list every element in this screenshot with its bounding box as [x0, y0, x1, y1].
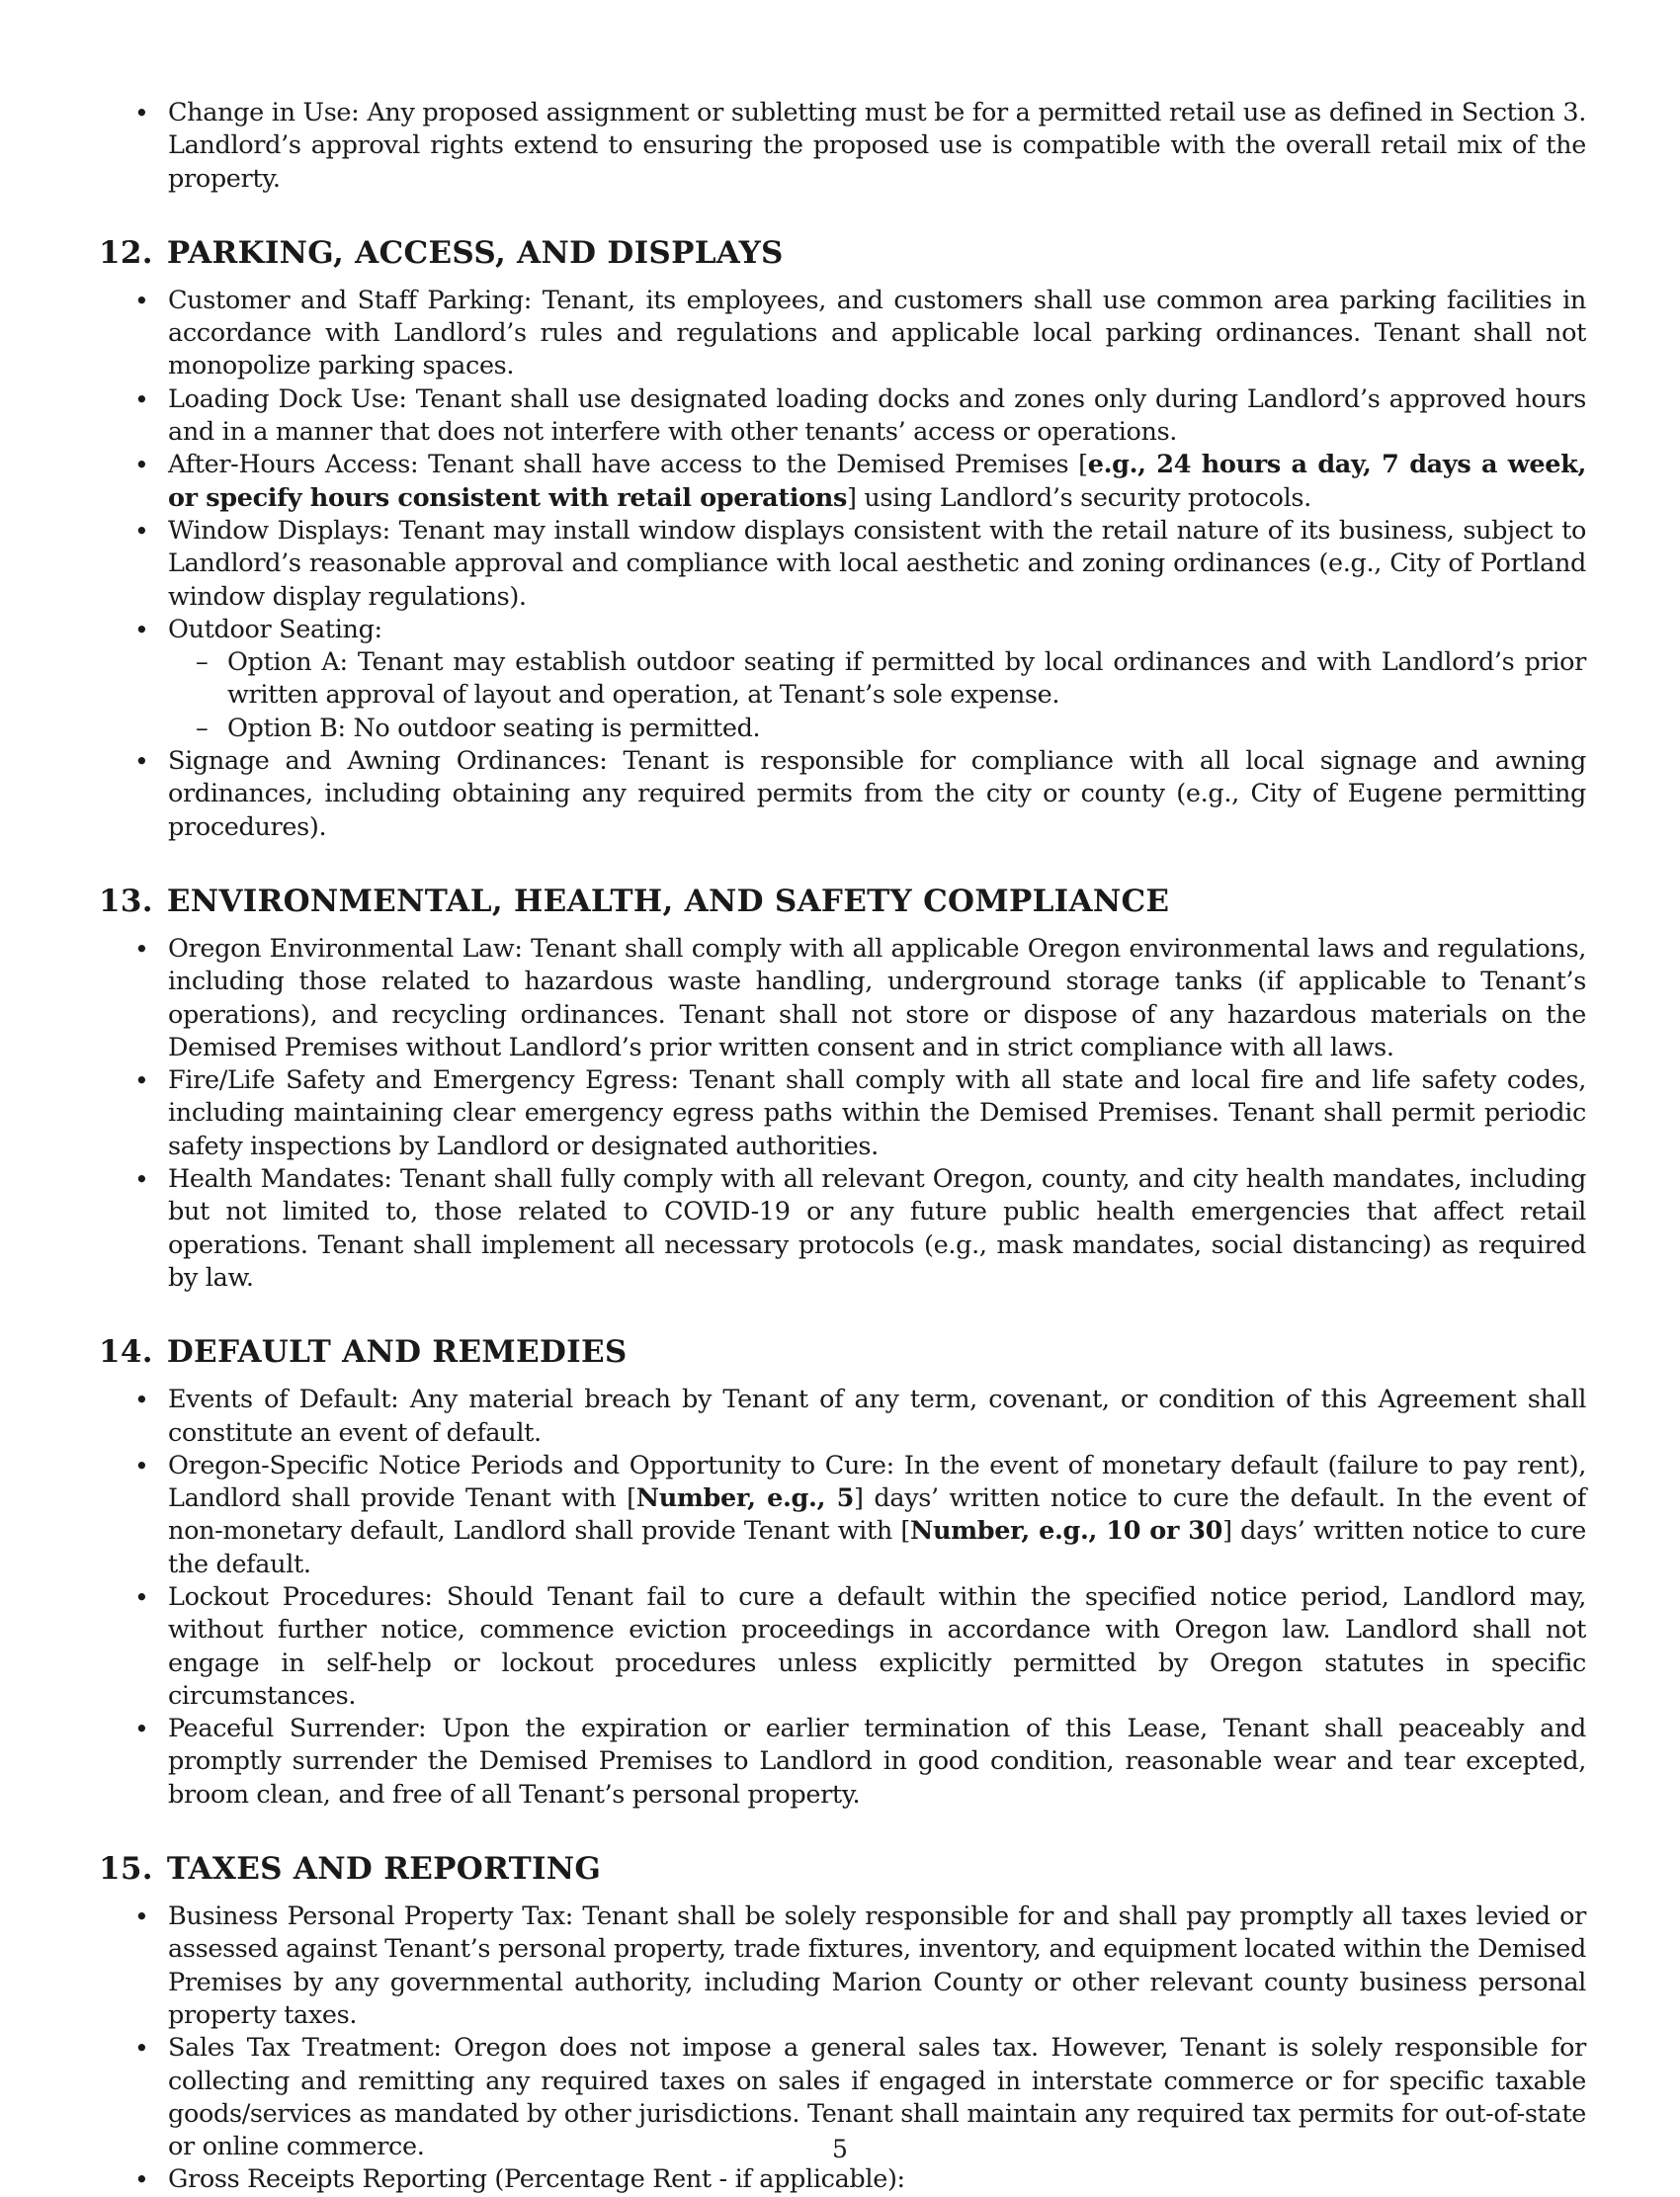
list-item [99, 1064, 1586, 1163]
list-item [99, 1581, 1586, 1713]
item-text: Tenant, its employees, and customers shall use common area parking facilities in accordance with Landlord’s rules and regulations and applicable local parking ordinances. Tenant shall not monopolize parking spaces. [168, 285, 1586, 381]
section-number: 13. [99, 883, 153, 919]
document-page [99, 97, 1586, 2197]
item-text: Tenant shall use designated loading docks and zones only during Landlord’s approved hours and in a manner that does not interfere with other tenants’ access or operations. [168, 383, 1586, 448]
option-item: – Option B: No outdoor seating is permitted. [168, 713, 1586, 745]
list-item [99, 2163, 1586, 2196]
item-label: Business Personal Property Tax: [168, 1901, 574, 1932]
item-text: In the event of monetary default (failure to pay rent), Landlord shall provide Tenant with [ [168, 1450, 1586, 1514]
item-label: After-Hours Access: [168, 450, 419, 480]
list-item [99, 383, 1586, 450]
item-label: Customer and Staff Parking: [168, 285, 532, 315]
item-text: Oregon does not impose a general sales tax. However, Tenant is solely responsible for collecting and remitting any required taxes on sales if engaged in interstate commerce or for specific taxable goods/services as mandated by other jurisdictions. Tenant shall maintain any required tax permits for out-of-state or online commerce. [168, 2033, 1586, 2162]
placeholder-text: Number, e.g., 5 [635, 1483, 855, 1514]
placeholder-text: Number, e.g., 10 or 30 [910, 1516, 1223, 1547]
page-number: 5 [832, 2135, 848, 2163]
section-number: 15. [99, 1851, 153, 1888]
item-text: Tenant shall have access to the Demised Premises [ [428, 450, 1088, 480]
section-title: ENVIRONMENTAL, HEALTH, AND SAFETY COMPLIANCE [166, 883, 1170, 919]
item-label: Signage and Awning Ordinances: [168, 746, 608, 777]
item-text: Tenant shall comply with all state and local fire and life safety codes, including maintaining clear emergency egress paths within the Demised Premises. Tenant shall permit periodic safety inspections by Landlord or designated authorities. [168, 1065, 1586, 1161]
list-item [99, 515, 1586, 614]
list-item [99, 745, 1586, 844]
item-label: Sales Tax Treatment: [168, 2033, 442, 2064]
item-text: Tenant is responsible for compliance with all local signage and awning ordinances, including obtaining any required permits from the city or county (e.g., City of Eugene permitting procedures). [168, 746, 1586, 842]
list-item [99, 1163, 1586, 1295]
list-item [99, 1450, 1586, 1581]
item-label: Loading Dock Use: [168, 383, 407, 414]
section-12-list [99, 285, 1586, 844]
item-label: Fire/Life Safety and Emergency Egress: [168, 1065, 679, 1096]
item-text: ] days’ written notice to cure the default. [168, 1516, 1586, 1579]
item-text: Tenant may install window displays consistent with the retail nature of its business, subject to Landlord’s reasonable approval and compliance with local aesthetic and zoning ordinances (e.g., City of Portland window display regulations). [168, 515, 1586, 612]
list-item [99, 933, 1586, 1064]
list-item [99, 449, 1586, 515]
item-label: Health Mandates: [168, 1164, 392, 1195]
item-label: Change in Use: [168, 98, 360, 127]
option-item: – Option A: Tenant may establish outdoor seating if permitted by local ordinances and with Landlord’s prior written approval of layout and operation, at Tenant’s sole expense. [168, 646, 1586, 713]
intro-list [99, 97, 1586, 196]
item-label: Peaceful Surrender: [168, 1714, 427, 1744]
section-14-list [99, 1384, 1586, 1812]
option-list [168, 646, 1586, 745]
item-text: Any proposed assignment or subletting must be for a permitted retail use as defined in Section 3. Landlord’s approval rights extend to ensuring the proposed use is compatible with the overall retail mix of the property. [168, 98, 1586, 194]
item-text: Tenant shall be solely responsible for and shall pay promptly all taxes levied or assessed against Tenant’s personal property, trade fixtures, inventory, and equipment located within the Demised Premises by any governmental authority, including Marion County or other relevant county business personal property taxes. [168, 1901, 1586, 2030]
item-label: Events of Default: [168, 1385, 399, 1415]
placeholder-text: e.g., 24 hours a day, 7 days a week, or specify hours consistent with retail operations [168, 450, 1586, 513]
section-13-list [99, 933, 1586, 1295]
item-text: Upon the expiration or earlier termination of this Lease, Tenant shall peaceably and promptly surrender the Demised Premises to Landlord in good condition, reasonable wear and tear excepted, broom clean, and free of all Tenant’s personal property. [168, 1714, 1586, 1810]
list-item [99, 1713, 1586, 1812]
section-heading-12 [99, 233, 1586, 273]
item-text: ] using Landlord’s security protocols. [846, 482, 1311, 513]
item-label: Lockout Procedures: [168, 1581, 433, 1612]
item-text: Should Tenant fail to cure a default within the specified notice period, Landlord may, without further notice, commence eviction proceedings in accordance with Oregon law. Landlord shall not engage in self-help or lockout procedures unless explicitly permitted by Oregon statutes in specific circumstances. [168, 1581, 1586, 1711]
section-heading-13 [99, 882, 1586, 921]
list-item [99, 285, 1586, 383]
section-heading-15 [99, 1849, 1586, 1889]
section-title: PARKING, ACCESS, AND DISPLAYS [166, 234, 784, 271]
list-item [99, 97, 1586, 196]
item-text: Any material breach by Tenant of any term, covenant, or condition of this Agreement shall constitute an event of default. [168, 1385, 1586, 1448]
section-title: TAXES AND REPORTING [166, 1851, 602, 1888]
section-number: 14. [99, 1334, 153, 1371]
item-text: ] days’ written notice to cure the default. In the event of non-monetary default, Landlord shall provide Tenant with [ [168, 1483, 1586, 1547]
list-item [99, 1384, 1586, 1450]
list-item [99, 1901, 1586, 2032]
item-text: Tenant shall fully comply with all relevant Oregon, county, and city health mandates, including but not limited to, those related to COVID-19 or any future public health emergencies that affect retail operations. Tenant shall implement all necessary protocols (e.g., mask mandates, social distancing) as required by law. [168, 1164, 1586, 1293]
section-title: DEFAULT AND REMEDIES [166, 1334, 628, 1371]
item-label: Oregon Environmental Law: [168, 933, 523, 964]
section-number: 12. [99, 234, 153, 271]
section-heading-14 [99, 1332, 1586, 1372]
item-label: Window Displays: [168, 515, 390, 546]
item-text: Tenant shall comply with all applicable Oregon environmental laws and regulations, including those related to hazardous waste handling, underground storage tanks (if applicable to Tenant’s operations), and recycling ordinances. Tenant shall not store or dispose of any hazardous materials on the Demised Premises without Landlord’s prior written consent and in strict compliance with all laws. [168, 933, 1586, 1062]
item-label: Outdoor Seating: [168, 614, 382, 644]
item-label: Gross Receipts Reporting (Percentage Rent - if applicable): [168, 2164, 905, 2195]
list-item [99, 614, 1586, 745]
item-label: Oregon-Specific Notice Periods and Opportunity to Cure: [168, 1450, 894, 1480]
